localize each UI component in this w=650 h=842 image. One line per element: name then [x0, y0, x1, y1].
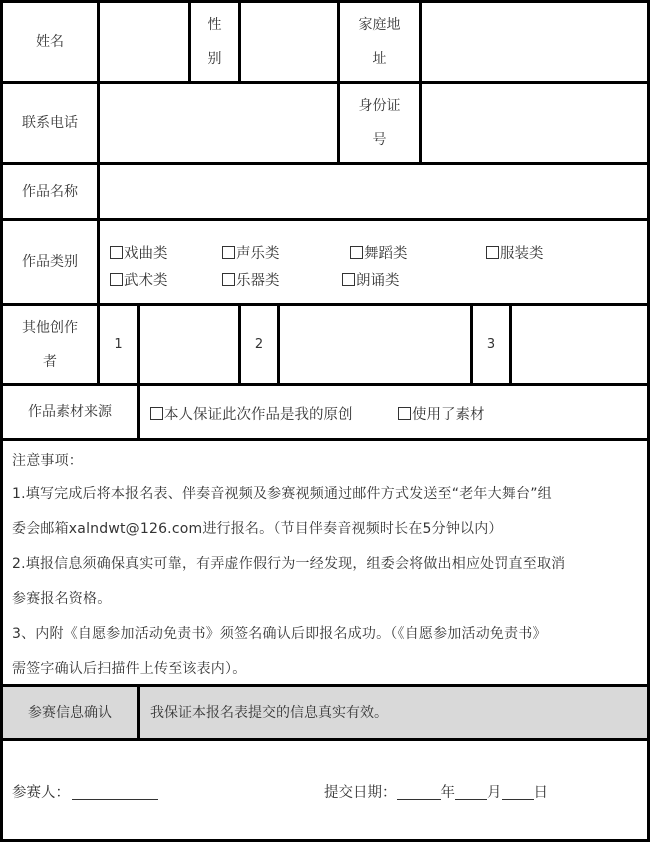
- category-option-opera[interactable]: 戏曲类: [110, 244, 168, 264]
- source-label: 作品素材来源: [28, 404, 112, 420]
- phone-label: 联系电话: [22, 115, 78, 131]
- coauthors-label: 其他创作 者: [22, 319, 78, 370]
- checkbox[interactable]: [350, 246, 363, 259]
- checkbox[interactable]: [342, 273, 355, 286]
- address-label: 家庭地 址: [358, 17, 401, 67]
- phone-field[interactable]: [100, 84, 337, 162]
- checkbox[interactable]: [222, 273, 235, 286]
- month-blank[interactable]: [455, 785, 487, 800]
- grid-line: [137, 383, 140, 441]
- coauthor-field-2[interactable]: [280, 306, 470, 383]
- coauthor-number-2: 2: [254, 336, 264, 352]
- name-label: 姓名: [36, 34, 64, 50]
- day-blank[interactable]: [502, 785, 534, 800]
- grid-line: [0, 738, 650, 741]
- gender-label: 性 别: [207, 17, 222, 67]
- notes-line: 需签字确认后扫描件上传至该表内）。: [12, 661, 247, 677]
- confirm-label: 参赛信息确认: [28, 704, 112, 721]
- year-blank[interactable]: [397, 785, 441, 800]
- category-label: 作品类别: [22, 254, 78, 270]
- grid-line: [0, 438, 650, 441]
- participant-signature-blank[interactable]: [72, 785, 158, 800]
- year-label: 年: [440, 785, 455, 801]
- coauthor-number-3: 3: [486, 336, 496, 352]
- id-field[interactable]: [422, 84, 647, 162]
- source-option-material[interactable]: 使用了素材: [398, 405, 485, 425]
- checkbox[interactable]: [110, 273, 123, 286]
- source-option-original[interactable]: 本人保证此次作品是我的原创: [150, 405, 353, 425]
- name-field[interactable]: [100, 3, 188, 81]
- coauthor-number-1: 1: [114, 336, 123, 352]
- category-option-vocal[interactable]: 声乐类: [222, 244, 280, 264]
- category-option-recitation[interactable]: 朗诵类: [342, 271, 400, 291]
- category-options-row-2: [110, 271, 640, 291]
- day-label: 日: [533, 785, 548, 801]
- confirm-text: 我保证本报名表提交的信息真实有效。: [150, 704, 388, 721]
- date-label: 提交日期：: [324, 785, 397, 801]
- notes-line: 2.填报信息须确保真实可靠，有弄虚作假行为一经发现，组委会将做出相应处罚直至取消: [12, 556, 566, 572]
- checkbox[interactable]: [150, 407, 163, 420]
- category-option-dance[interactable]: 舞蹈类: [350, 244, 408, 264]
- notes-section: [12, 447, 640, 687]
- notes-title: 注意事项：: [12, 453, 83, 469]
- checkbox[interactable]: [222, 246, 235, 259]
- category-option-instrument[interactable]: 乐器类: [222, 271, 280, 291]
- category-options-row-1: [110, 244, 640, 264]
- gender-field[interactable]: [241, 3, 337, 81]
- category-option-martial-arts[interactable]: 武术类: [110, 271, 168, 291]
- coauthor-field-1[interactable]: [140, 306, 238, 383]
- category-option-costume[interactable]: 服装类: [486, 244, 544, 264]
- checkbox[interactable]: [486, 246, 499, 259]
- work-name-field[interactable]: [100, 165, 647, 218]
- source-options: [150, 405, 640, 425]
- month-label: 月: [487, 785, 502, 801]
- checkbox[interactable]: [398, 407, 411, 420]
- notes-line: 1.填写完成后将本报名表、伴奏音视频及参赛视频通过邮件方式发送至“老年大舞台”组: [12, 486, 552, 502]
- grid-line: [137, 684, 140, 741]
- notes-line: 参赛报名资格。: [12, 591, 112, 607]
- address-field[interactable]: [422, 3, 647, 81]
- submit-date: [324, 783, 644, 803]
- coauthor-field-3[interactable]: [512, 306, 647, 383]
- notes-line: 委会邮箱xalndwt@126.com进行报名。（节目伴奏音视频时长在5分钟以内）: [12, 521, 503, 537]
- participant-label: 参赛人：: [12, 785, 70, 801]
- work-name-label: 作品名称: [22, 183, 78, 200]
- id-label: 身份证 号: [358, 98, 401, 148]
- notes-line: 3、内附《自愿参加活动免责书》须签名确认后即报名成功。（《自愿参加活动免责书》: [12, 626, 547, 642]
- checkbox[interactable]: [110, 246, 123, 259]
- participant-signature: [12, 783, 212, 803]
